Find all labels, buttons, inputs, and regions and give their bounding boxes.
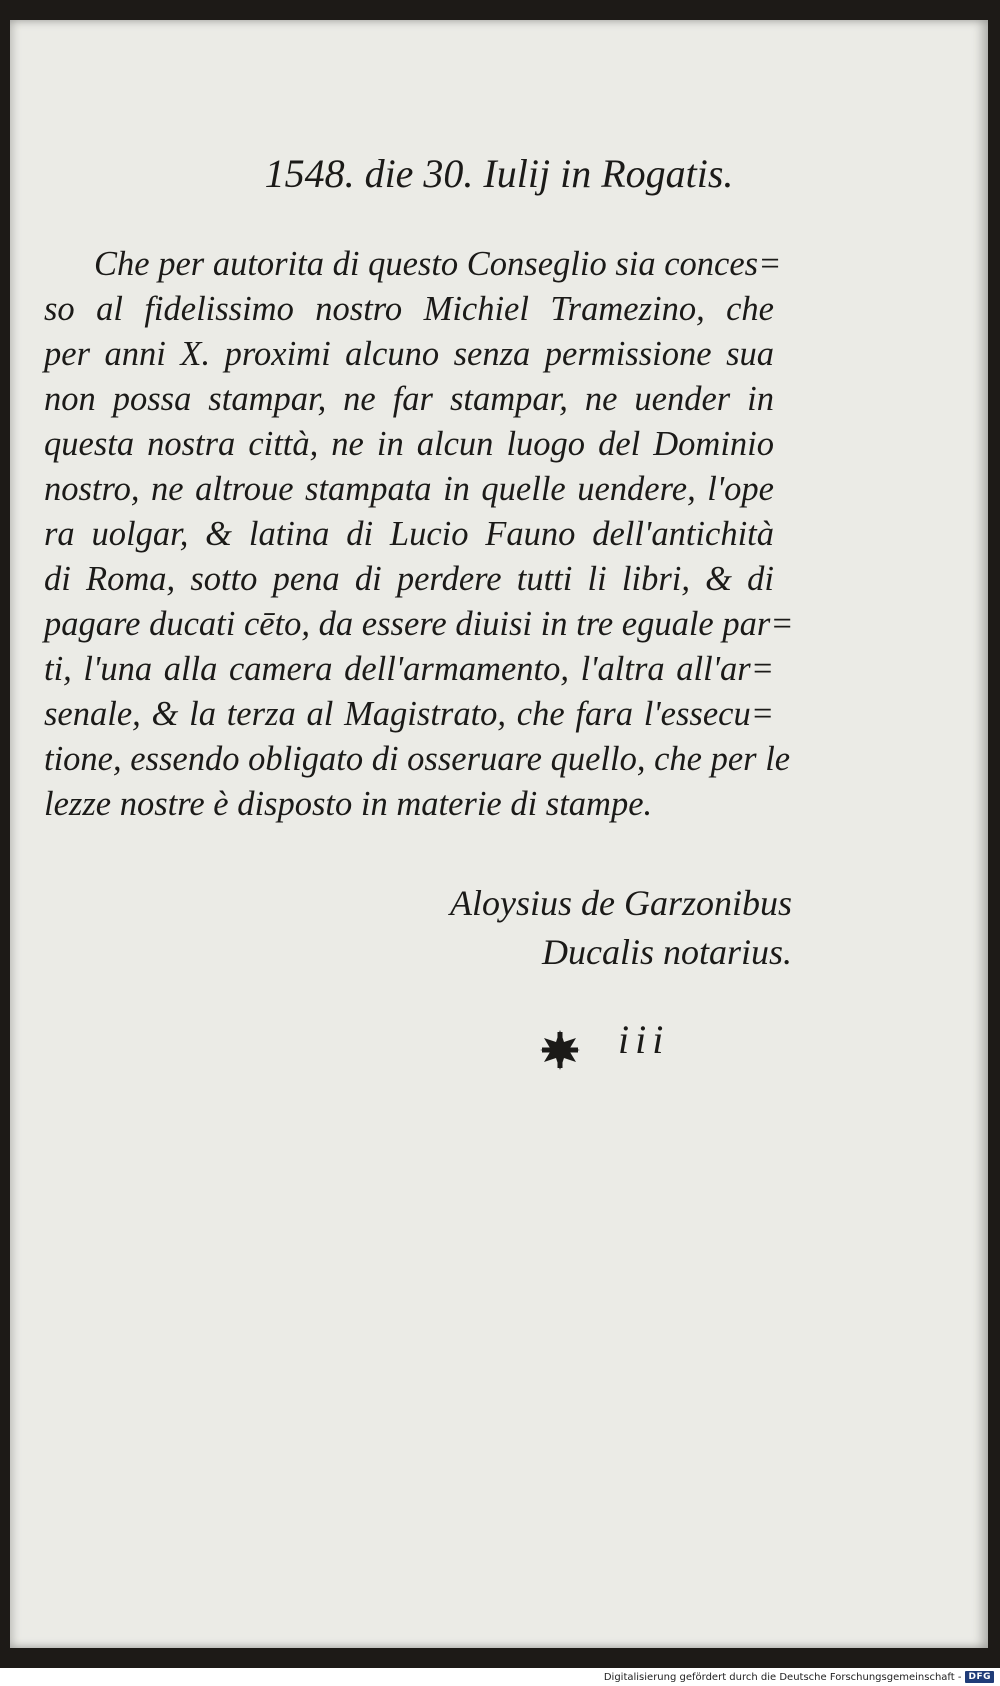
- dfg-logo-icon: DFG: [965, 1671, 994, 1683]
- text-line: pagare ducati cēto, da essere diuisi in tre eguale par=: [44, 605, 794, 643]
- signature-name: Aloysius de Garzonibus: [450, 883, 792, 923]
- text-line: questa nostra città, ne in alcun luogo del Dominio: [44, 425, 774, 463]
- signature-mark: iii: [618, 1017, 670, 1062]
- text-line: so al fidelissimo nostro Michiel Tramezino, che: [44, 290, 774, 328]
- cross-patee-icon: [538, 1028, 582, 1072]
- text-line: tione, essendo obligato di osseruare quello, che per le: [44, 740, 791, 778]
- text-line: Che per autorita di questo Conseglio sia conces=: [94, 245, 782, 283]
- text-line: ra uolgar, & latina di Lucio Fauno dell'antichità: [44, 515, 774, 553]
- page-header: 1548. die 30. Iulij in Rogatis.: [264, 151, 734, 196]
- text-line: nostro, ne altroue stampata in quelle uendere, l'ope: [44, 470, 774, 508]
- decree-text: [44, 242, 794, 827]
- text-line: senale, & la terza al Magistrato, che fara l'essecu=: [44, 695, 774, 733]
- text-line: lezze nostre è disposto in materie di stampe.: [44, 785, 653, 823]
- text-line: ti, l'una alla camera dell'armamento, l'altra all'ar=: [44, 650, 774, 688]
- text-line: per anni X. proximi alcuno senza permissione sua: [44, 335, 774, 373]
- signature-title: Ducalis notarius.: [541, 932, 792, 972]
- footer-text: Digitalisierung gefördert durch die Deutsche Forschungsgemeinschaft -: [603, 1671, 962, 1683]
- text-line: non possa stampar, ne far stampar, ne uender in: [44, 380, 774, 418]
- book-page: [10, 20, 988, 1648]
- text-line: di Roma, sotto pena di perdere tutti li libri, & di: [44, 560, 774, 598]
- digitization-footer: [604, 1668, 994, 1686]
